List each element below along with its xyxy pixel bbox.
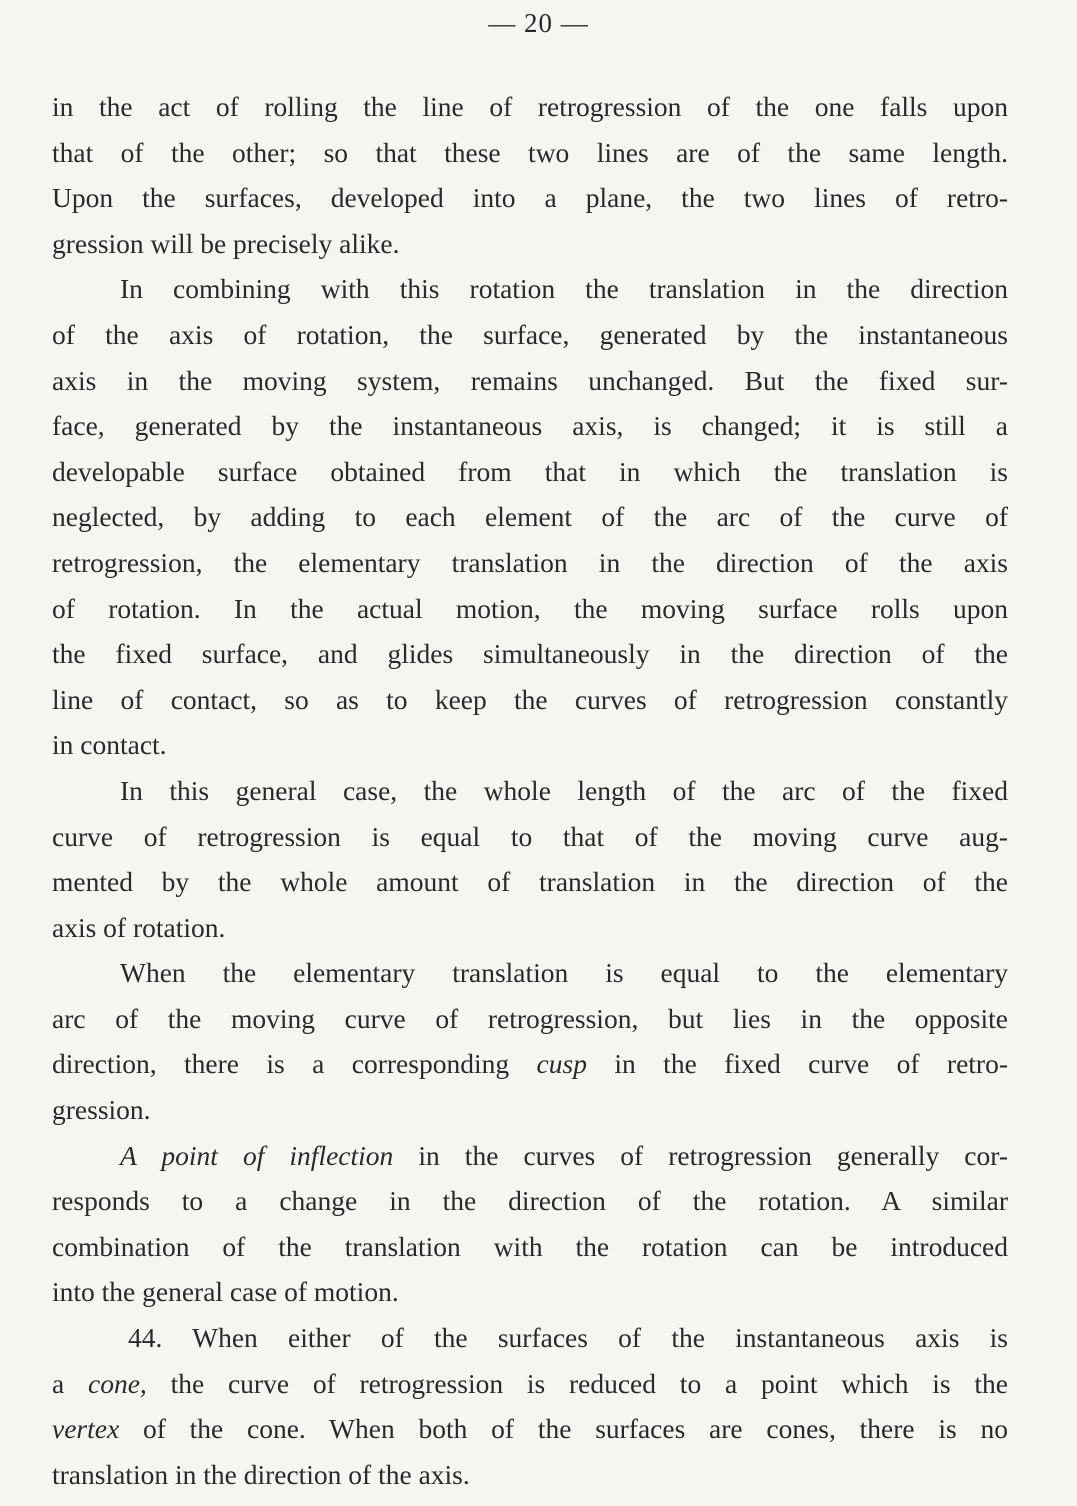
text-segment: neglected, by adding to each element of the arc of the curve of	[52, 501, 1008, 533]
text-segment: in contact.	[52, 729, 167, 761]
text-line	[52, 1224, 1008, 1270]
text-line	[52, 996, 1008, 1042]
text-line	[52, 1133, 1008, 1179]
text-segment: responds to a change in the direction of the rotation. A similar	[52, 1185, 1008, 1217]
text-line	[52, 266, 1008, 312]
text-segment: of the cone. When both of the surfaces are cones, there is no	[119, 1413, 1008, 1445]
text-segment: developable surface obtained from that in which the translation is	[52, 455, 1008, 487]
text-line	[52, 814, 1008, 860]
text-line	[52, 1452, 1008, 1498]
text-segment: axis in the moving system, remains unchanged. But the fixed sur-	[52, 364, 1008, 396]
text-line	[52, 1269, 1008, 1315]
text-line	[52, 130, 1008, 176]
text-segment: mented by the whole amount of translation in the direction of the	[52, 866, 1008, 898]
text-segment: 44. When either of the surfaces of the instantaneous axis is	[128, 1322, 1008, 1354]
text-segment: of the axis of rotation, the surface, generated by the instantaneous	[52, 318, 1008, 350]
text-line	[52, 1178, 1008, 1224]
text-line	[52, 221, 1008, 267]
text-line	[52, 403, 1008, 449]
text-segment: In this general case, the whole length of the arc of the fixed	[120, 774, 1008, 806]
text-line	[52, 722, 1008, 768]
text-segment: combination of the translation with the rotation can be introduced	[52, 1230, 1008, 1262]
text-segment: face, generated by the instantaneous axis, is changed; it is still a	[52, 410, 1008, 442]
text-line	[52, 677, 1008, 723]
text-segment: direction, there is a corresponding	[52, 1048, 537, 1080]
text-line	[52, 1087, 1008, 1133]
text-segment: arc of the moving curve of retrogression, but lies in the opposite	[52, 1002, 1008, 1034]
text-segment: gression.	[52, 1094, 151, 1126]
text-line	[52, 358, 1008, 404]
text-segment: of rotation. In the actual motion, the moving surface rolls upon	[52, 592, 1008, 624]
italic-term: cusp	[536, 1048, 587, 1080]
text-segment: the fixed surface, and glides simultaneously in the direction of the	[52, 638, 1008, 670]
text-line	[52, 859, 1008, 905]
text-line	[52, 84, 1008, 130]
text-segment: that of the other; so that these two lines are of the same length.	[52, 136, 1008, 168]
text-segment: Upon the surfaces, developed into a plane, the two lines of retro-	[52, 182, 1008, 214]
text-line	[52, 586, 1008, 632]
text-line	[52, 950, 1008, 996]
page-text	[52, 84, 1008, 1497]
text-segment: in the curves of retrogression generally cor-	[393, 1139, 1008, 1171]
text-segment: in the act of rolling the line of retrogression of the one falls upon	[52, 91, 1008, 122]
text-line	[52, 312, 1008, 358]
text-line	[52, 175, 1008, 221]
text-segment: translation in the direction of the axis.	[52, 1458, 470, 1490]
text-line	[52, 905, 1008, 951]
text-line	[52, 1315, 1008, 1361]
text-segment: a	[52, 1367, 88, 1399]
text-segment: line of contact, so as to keep the curves of retrogression constantly	[52, 683, 1008, 715]
text-line	[52, 1406, 1008, 1452]
text-segment: When the elementary translation is equal to the elementary	[120, 957, 1008, 989]
text-line	[52, 449, 1008, 495]
text-line	[52, 1041, 1008, 1087]
text-segment: axis of rotation.	[52, 911, 226, 943]
text-segment: into the general case of motion.	[52, 1276, 399, 1308]
text-line	[52, 768, 1008, 814]
text-segment: retrogression, the elementary translation in the direction of the axis	[52, 546, 1008, 578]
text-segment: In combining with this rotation the translation in the direction	[120, 273, 1008, 305]
italic-term: A point of inflection	[120, 1139, 394, 1171]
text-line	[52, 1361, 1008, 1407]
text-segment: curve of retrogression is equal to that of the moving curve aug-	[52, 820, 1008, 852]
text-segment: in the fixed curve of retro-	[586, 1048, 1008, 1080]
text-segment: the curve of retrogression is reduced to a point which is the	[146, 1367, 1008, 1399]
page-number: — 20 —	[488, 8, 589, 38]
italic-term: cone,	[88, 1367, 147, 1399]
text-segment: gression will be precisely alike.	[52, 227, 400, 259]
text-line	[52, 494, 1008, 540]
italic-term: vertex	[52, 1413, 120, 1445]
text-line	[52, 631, 1008, 677]
text-line	[52, 540, 1008, 586]
